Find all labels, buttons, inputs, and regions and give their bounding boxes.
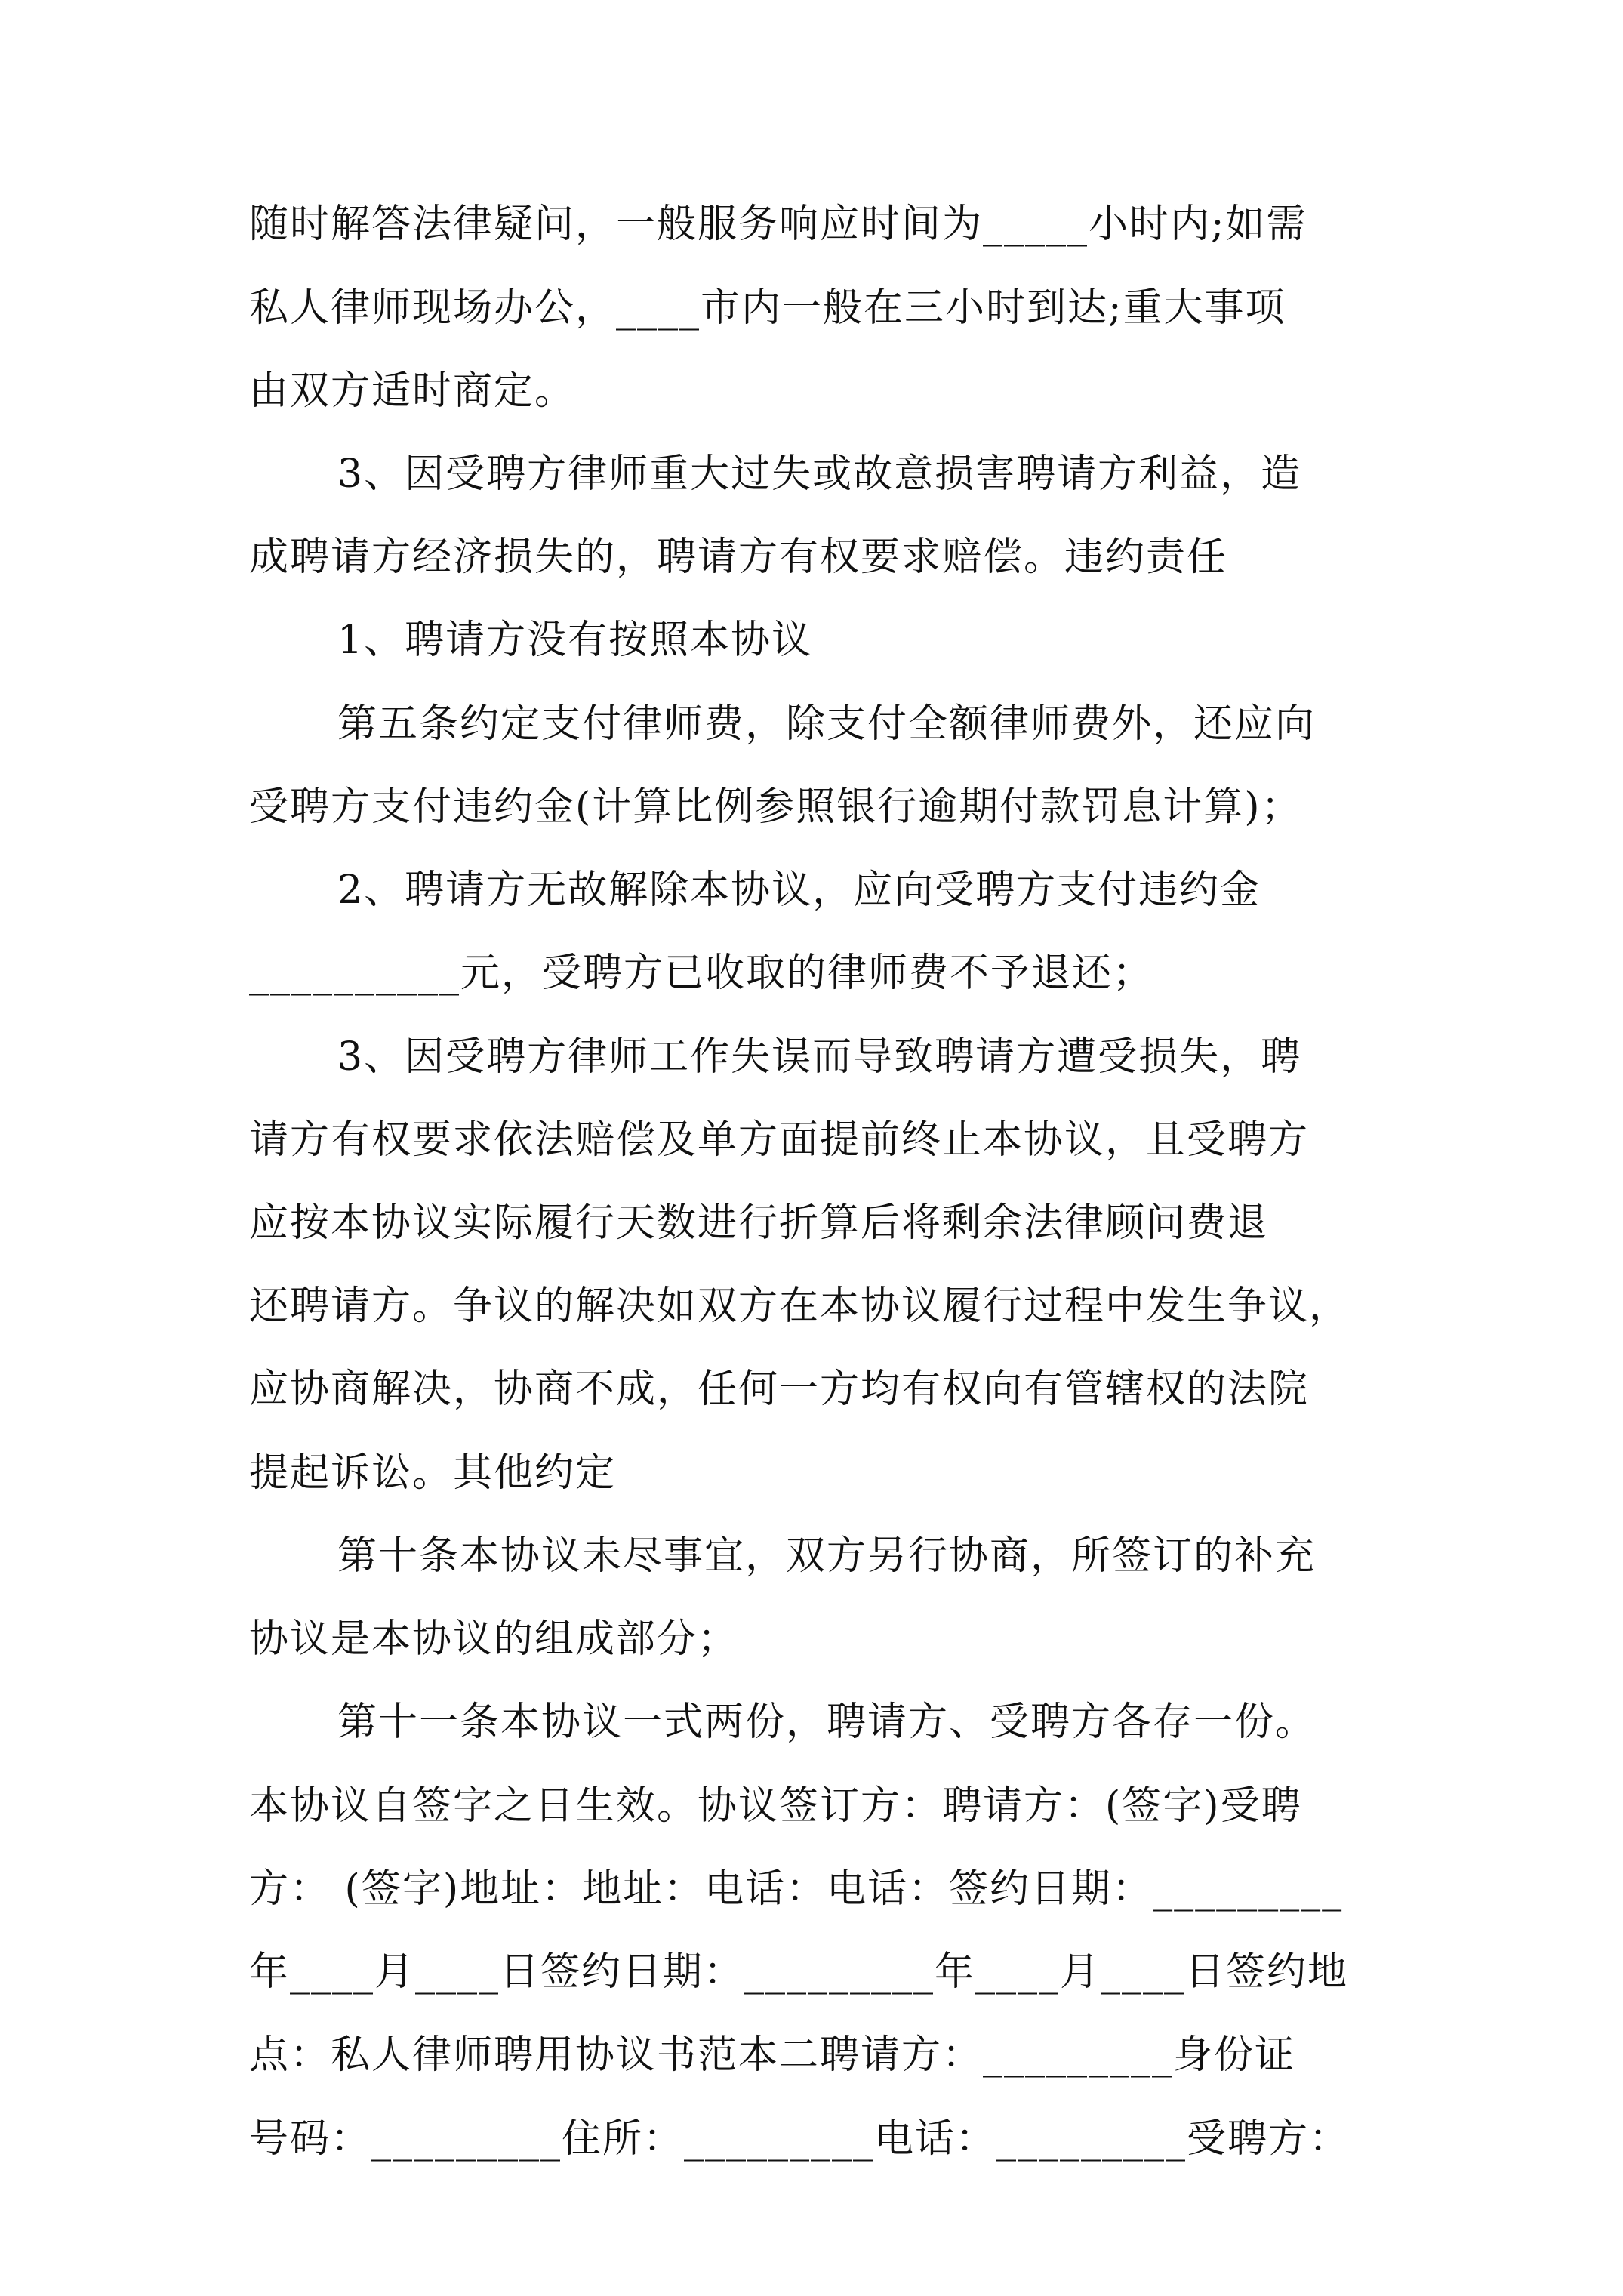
text-line-15: 应协商解决，协商不成，任何一方均有权向有管辖权的法院: [249, 1367, 1310, 1412]
text-line-3: 由双方适时商定。: [249, 368, 576, 414]
text-line-13: 应按本协议实际履行天数进行折算后将剩余法律顾问费退: [249, 1200, 1269, 1246]
text-line-16: 提起诉讼。其他约定: [249, 1450, 617, 1496]
text-line-1: 随时解答法律疑问，一般服务响应时间为_____小时内;如需: [249, 202, 1307, 247]
text-line-8: 受聘方支付违约金(计算比例参照银行逾期付款罚息计算)；: [249, 784, 1302, 830]
text-line-23: 点：私人律师聘用协议书范本二聘请方：_________身份证: [249, 2032, 1296, 2078]
text-line-6: 1、聘请方没有按照本协议: [337, 618, 813, 663]
text-line-22: 年____月____日签约日期：_________年____月____日签约地: [249, 1949, 1349, 1995]
text-line-14: 还聘请方。争议的解决如双方在本协议履行过程中发生争议，: [249, 1284, 1350, 1329]
text-line-11: 3、因受聘方律师工作失误而导致聘请方遭受损失，聘: [337, 1034, 1302, 1080]
text-line-18: 协议是本协议的组成部分；: [249, 1616, 739, 1662]
text-line-12: 请方有权要求依法赔偿及单方面提前终止本协议，且受聘方: [249, 1117, 1310, 1163]
text-line-10: __________元，受聘方已收取的律师费不予退还；: [249, 951, 1154, 996]
text-line-17: 第十条本协议未尽事宜，双方另行协商，所签订的补充: [337, 1533, 1317, 1579]
text-line-20: 本协议自签字之日生效。协议签订方：聘请方：(签字)受聘: [249, 1783, 1302, 1829]
text-line-4: 3、因受聘方律师重大过失或故意损害聘请方利益，造: [337, 451, 1302, 497]
text-line-7: 第五条约定支付律师费，除支付全额律师费外，还应向: [337, 701, 1317, 747]
text-line-19: 第十一条本协议一式两份，聘请方、受聘方各存一份。: [337, 1700, 1317, 1745]
text-line-5: 成聘请方经济损失的，聘请方有权要求赔偿。违约责任: [249, 535, 1228, 580]
text-line-24: 号码：_________住所：_________电话：_________受聘方：: [249, 2116, 1350, 2162]
text-line-21: 方： (签字)地址：地址：电话：电话：签约日期：_________: [249, 1866, 1344, 1912]
text-line-9: 2、聘请方无故解除本协议，应向受聘方支付违约金: [337, 868, 1261, 913]
text-line-2: 私人律师现场办公，____市内一般在三小时到达;重大事项: [249, 285, 1286, 331]
